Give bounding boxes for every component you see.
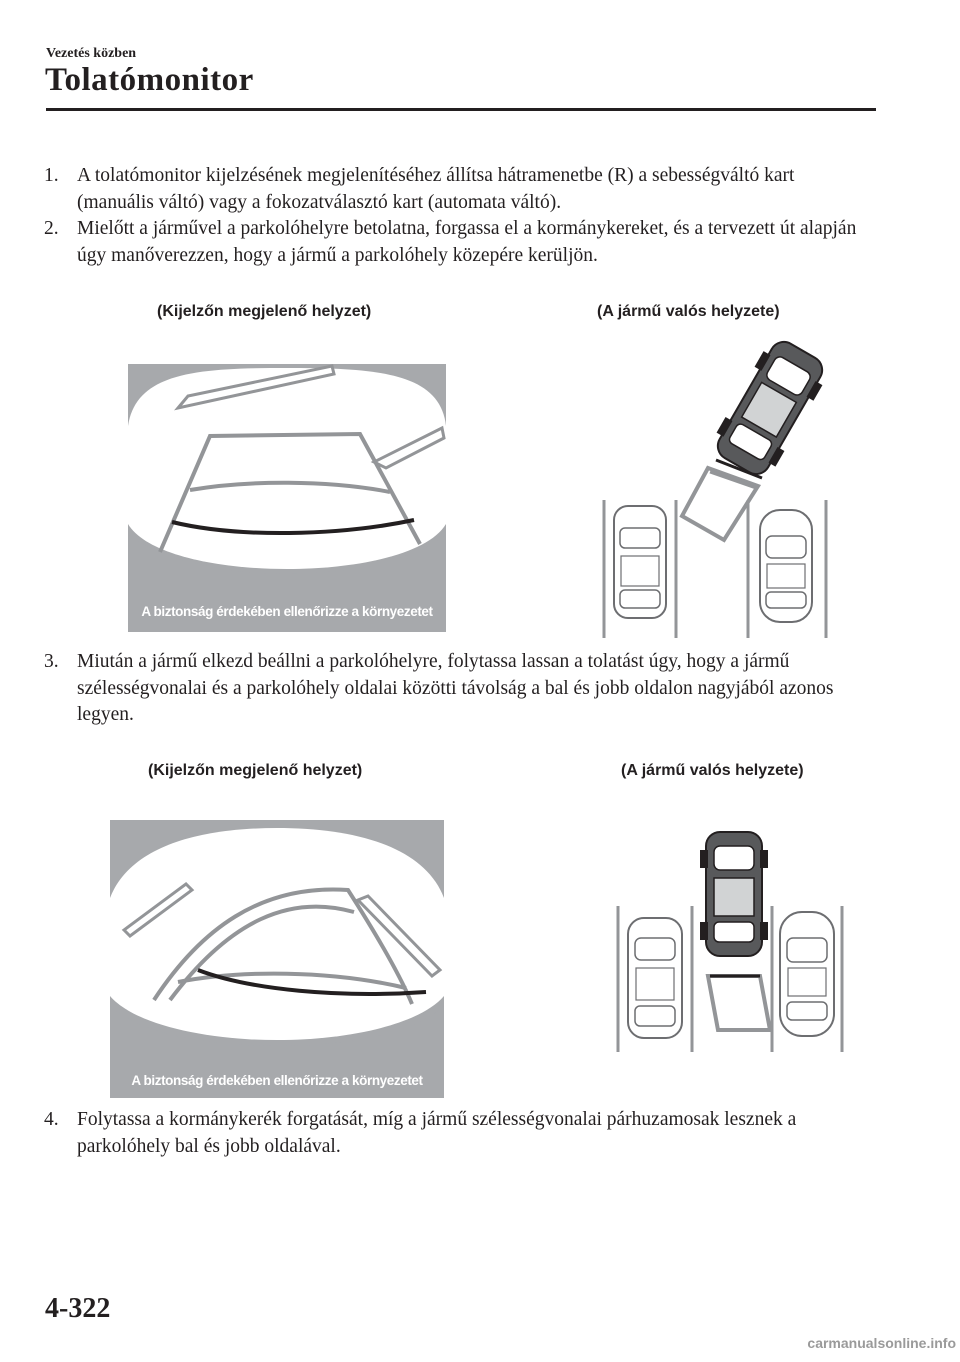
rear-camera-display-illustration xyxy=(128,364,446,632)
instruction-step-4 xyxy=(44,1107,864,1160)
rear-camera-display-illustration xyxy=(110,820,444,1098)
watermark-text: carmanualsonline.info xyxy=(807,1335,956,1351)
step-text: Mielőtt a járművel a parkolóhelyre betolatna, forgassa el a kormánykereket, és a tervezett út alapján úgy manőverezzen, hogy a jármű a parkolóhely közepére kerüljön. xyxy=(77,218,857,266)
display-view-caption: (Kijelzőn megjelenő helyzet) xyxy=(157,303,372,320)
instruction-step-1 xyxy=(44,163,864,216)
actual-vehicle-position-illustration xyxy=(610,826,850,1058)
actual-position-caption: (A jármű valós helyzete) xyxy=(621,762,804,779)
actual-position-caption: (A jármű valós helyzete) xyxy=(597,303,780,320)
section-kicker: Vezetés közben xyxy=(46,46,137,61)
instruction-step-2 xyxy=(44,216,864,269)
step-text: Folytassa a kormánykerék forgatását, míg a jármű szélességvonalai párhuzamosak lesznek a parkolóhely bal és jobb oldalával. xyxy=(77,1109,797,1157)
safety-warning-text: A biztonság érdekében ellenőrizze a környezetet xyxy=(131,1073,423,1088)
step-text: Miután a jármű elkezd beállni a parkolóhelyre, folytassa lassan a tolatást úgy, hogy a jármű szélességvonalai és a parkolóhely oldalai közötti távolság a bal és jobb oldalon nagyjából azonos legyen. xyxy=(77,651,834,725)
step-number: 2. xyxy=(44,218,59,239)
step-number: 3. xyxy=(44,651,59,672)
safety-warning-text: A biztonság érdekében ellenőrizze a környezetet xyxy=(141,604,433,619)
page-title: Tolatómonitor xyxy=(45,62,254,98)
step-text: A tolatómonitor kijelzésének megjelenítéséhez állítsa hátramenetbe (R) a sebességváltó kart (manuális váltó) vagy a fokozatválasztó kart (automata váltó). xyxy=(77,165,795,213)
actual-vehicle-position-illustration xyxy=(598,338,838,638)
display-view-caption: (Kijelzőn megjelenő helyzet) xyxy=(148,762,363,779)
instruction-step-3 xyxy=(44,649,864,729)
title-divider xyxy=(46,108,876,111)
page-number: 4-322 xyxy=(45,1293,111,1324)
step-number: 1. xyxy=(44,165,59,186)
step-number: 4. xyxy=(44,1109,59,1130)
